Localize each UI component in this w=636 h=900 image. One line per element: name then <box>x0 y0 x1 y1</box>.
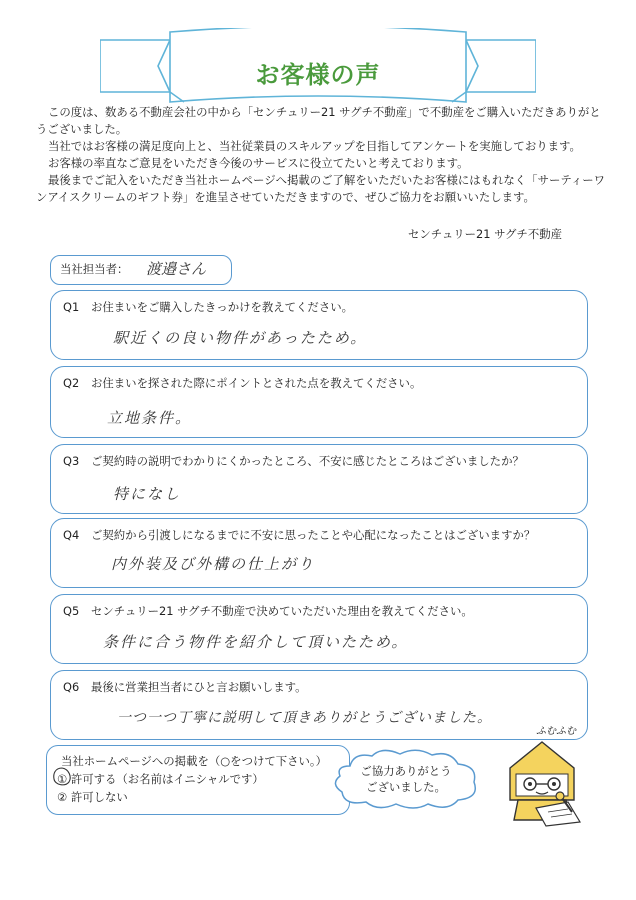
mascot-illustration-icon <box>496 728 588 828</box>
intro-line-6: ンアイスクリームのギフト券」を進呈させていただきますので、ぜひご協力をお願いいたします。 <box>36 190 535 204</box>
answer-text: 立地条件。 <box>107 409 193 427</box>
answer-text: 条件に合う物件を紹介して頂いたため。 <box>103 633 409 651</box>
question-text: 最後に営業担当者にひと言お願いします。 <box>91 680 307 694</box>
question-number: Q6 <box>63 680 80 694</box>
question-label <box>63 453 524 469</box>
intro-line-2: うございました。 <box>36 122 128 136</box>
question-text: お住まいを探された際にポイントとされた点を教えてください。 <box>91 376 422 390</box>
thanks-message <box>350 763 462 795</box>
question-box-4 <box>50 518 588 588</box>
question-number: Q3 <box>63 454 80 468</box>
company-name: センチュリー21 サグチ不動産 <box>407 227 562 241</box>
thanks-line-1: ご協力ありがとう <box>360 764 452 778</box>
intro-line-4: お客様の率直なご意見をいただき今後のサービスに役立てたいと考えております。 <box>48 156 469 170</box>
question-number: Q2 <box>63 376 80 390</box>
question-box-3 <box>50 444 588 514</box>
intro-line-1: この度は、数ある不動産会社の中から「センチュリー21 サグチ不動産」で不動産をご購入いただきありがと <box>48 105 601 119</box>
staff-name: 渡邉さん <box>146 260 207 278</box>
question-text: お住まいをご購入したきっかけを教えてください。 <box>91 300 353 314</box>
question-label <box>63 375 421 391</box>
question-box-1 <box>50 290 588 360</box>
question-number: Q5 <box>63 604 80 618</box>
publish-title: 当社ホームページへの掲載を（○をつけて下さい。） <box>61 754 327 768</box>
question-label <box>63 299 353 315</box>
question-box-2 <box>50 366 588 438</box>
question-label <box>63 527 535 543</box>
question-text: ご契約時の説明でわかりにくかったところ、不安に感じたところはございましたか？ <box>91 454 524 468</box>
question-number: Q1 <box>63 300 80 314</box>
question-text: センチュリー21 サグチ不動産で決めていただいた理由を教えてください。 <box>91 604 473 618</box>
answer-text: 内外装及び外構の仕上がり <box>111 555 316 573</box>
question-number: Q4 <box>63 528 80 542</box>
question-text: ご契約から引渡しになるまでに不安に思ったことや心配になったことはございますか？ <box>91 528 536 542</box>
question-label <box>63 603 473 619</box>
intro-line-3: 当社ではお客様の満足度向上と、当社従業員のスキルアップを目指してアンケートを実施しております。 <box>48 139 581 153</box>
answer-text: 駅近くの良い物件があったため。 <box>113 329 368 347</box>
thanks-line-2: ございました。 <box>366 780 446 794</box>
answer-text: 特になし <box>113 485 182 503</box>
staff-label: 当社担当者： <box>60 262 129 276</box>
intro-line-5: 最後までご記入をいただき当社ホームページへ掲載のご了解をいただいたお客様にはもれなく「サーティーワ <box>48 173 606 187</box>
page-title: お客様の声 <box>255 61 381 89</box>
question-box-5 <box>50 594 588 664</box>
circle-mark-icon <box>51 766 73 788</box>
mascot-caption: ふむふむ <box>536 726 576 737</box>
publish-option-deny[interactable]: ② 許可しない <box>57 790 128 804</box>
answer-text: 一つ一つ丁寧に説明して頂きありがとうございました。 <box>117 710 492 726</box>
question-label <box>63 679 307 695</box>
publish-option-allow[interactable]: ① 許可する（お名前はイニシャルです） <box>57 772 264 786</box>
publish-permission-box <box>46 745 350 815</box>
